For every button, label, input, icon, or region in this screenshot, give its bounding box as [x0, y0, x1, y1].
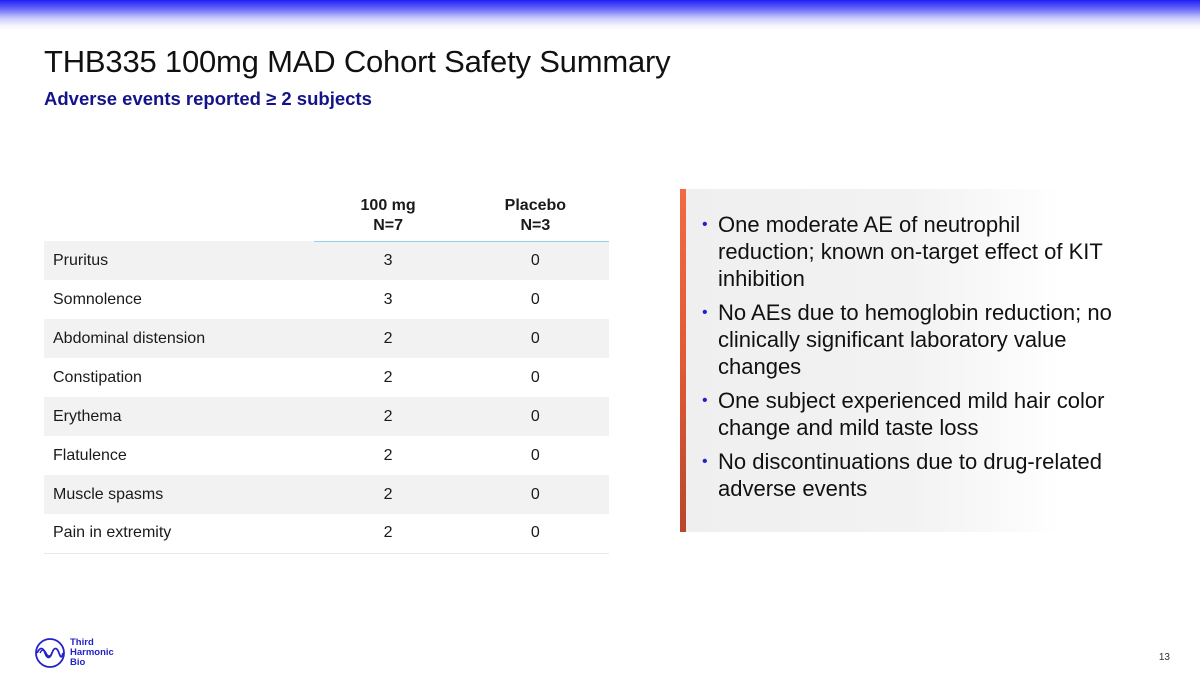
count-placebo: 0	[530, 368, 540, 386]
count-100mg: 2	[383, 368, 393, 386]
header-100mg-n: N=7	[373, 216, 403, 234]
wave-logo-icon	[34, 637, 66, 669]
list-item	[700, 448, 1120, 502]
header-placebo-n: N=3	[520, 216, 551, 234]
logo-line: Bio	[70, 657, 86, 668]
event-name: Flatulence	[53, 446, 127, 464]
list-item	[700, 211, 1120, 292]
header-100mg	[314, 194, 461, 241]
bullet-icon: •	[702, 216, 708, 233]
logo-line: Harmonic	[70, 647, 114, 658]
event-name: Pain in extremity	[44, 514, 314, 553]
list-item	[700, 299, 1120, 380]
table-row	[44, 475, 609, 514]
page-subtitle: Adverse events reported ≥ 2 subjects	[44, 88, 372, 109]
count-100mg: 2	[383, 446, 393, 464]
count-100mg: 2	[314, 475, 461, 514]
count-100mg: 3	[314, 241, 461, 280]
finding-text: No discontinuations due to drug-related adverse events	[718, 449, 1103, 501]
header-blank-cell	[44, 194, 314, 241]
header-100mg-label: 100 mg	[360, 196, 416, 214]
count-placebo: 0	[462, 241, 609, 280]
count-placebo: 0	[462, 397, 609, 436]
key-findings-callout	[680, 189, 1112, 532]
list-item	[700, 387, 1120, 441]
bullet-icon: •	[702, 453, 708, 470]
page-number: 13	[1158, 652, 1170, 663]
count-placebo: 0	[530, 446, 540, 464]
table-row	[44, 319, 609, 358]
findings-list	[700, 211, 1120, 509]
logo-line: Third	[70, 637, 94, 648]
count-100mg: 2	[314, 514, 461, 553]
count-placebo: 0	[462, 514, 609, 553]
page-title: THB335 100mg MAD Cohort Safety Summary	[44, 44, 671, 79]
count-placebo: 0	[462, 475, 609, 514]
bullet-icon: •	[702, 304, 708, 321]
table-row	[44, 436, 609, 475]
event-name: Abdominal distension	[44, 319, 314, 358]
count-placebo: 0	[462, 319, 609, 358]
bullet-icon: •	[702, 392, 708, 409]
finding-text: One moderate AE of neutrophil reduction; known on-target effect of KIT inhibition	[718, 212, 1103, 291]
event-name: Erythema	[44, 397, 314, 436]
count-100mg: 2	[314, 397, 461, 436]
table-row	[44, 397, 609, 436]
count-placebo: 0	[530, 290, 540, 308]
count-100mg: 2	[314, 319, 461, 358]
table-row	[44, 280, 609, 319]
company-logo	[34, 637, 114, 669]
event-name: Muscle spasms	[44, 475, 314, 514]
finding-text: No AEs due to hemoglobin reduction; no clinically significant laboratory value changes	[718, 300, 1112, 379]
table-header-row	[44, 194, 609, 241]
table-row	[44, 241, 609, 280]
event-name: Pruritus	[44, 241, 314, 280]
header-placebo	[462, 194, 609, 241]
header-placebo-label: Placebo	[504, 196, 567, 214]
callout-accent-bar	[680, 189, 686, 532]
event-name: Somnolence	[53, 290, 142, 308]
table-row	[44, 514, 609, 553]
logo-wordmark	[70, 638, 114, 668]
count-100mg: 3	[383, 290, 393, 308]
table-row	[44, 358, 609, 397]
top-gradient-band	[0, 0, 1200, 30]
event-name: Constipation	[53, 368, 142, 386]
finding-text: One subject experienced mild hair color change and mild taste loss	[718, 388, 1105, 440]
adverse-events-table	[44, 194, 609, 554]
